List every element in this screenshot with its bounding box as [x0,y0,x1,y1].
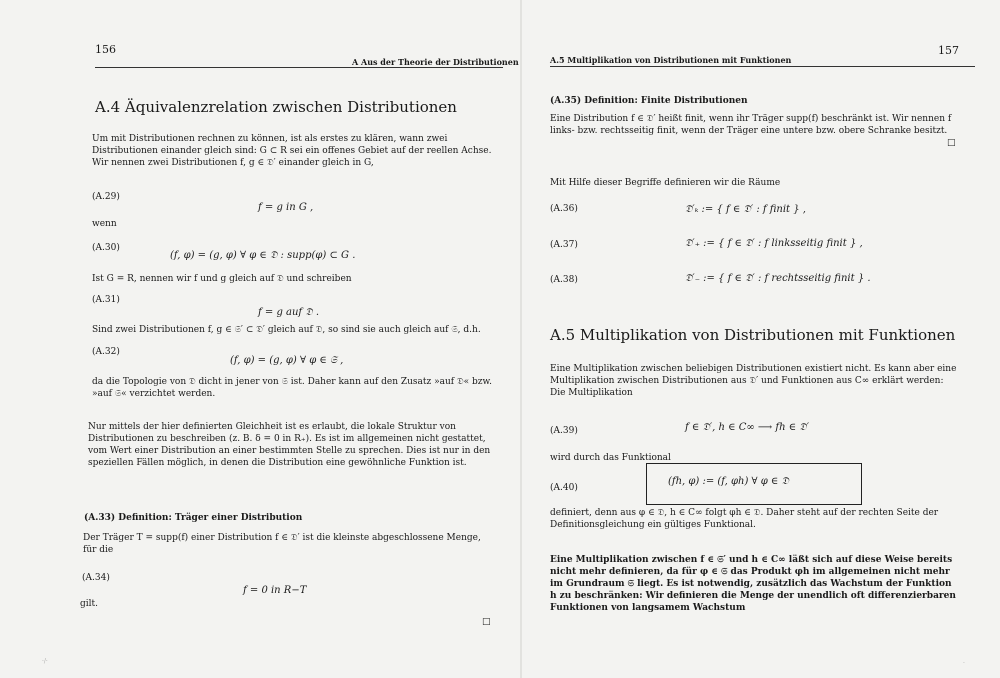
equation: (fh, φ) := (f, φh) ∀ φ ∈ 𝔇 [668,476,789,487]
section-title: A.4 Äquivalenzrelation zwischen Distributionen [95,98,457,116]
equation-label: (A.29) [92,192,120,202]
equation-label: (A.30) [92,243,120,253]
paragraph: Nur mittels der hier definierten Gleichheit ist es erlaubt, die lokale Struktur von Distributionen zu beschreiben (z. B. δ = 0 in R₊). Es ist im allgemeinen nicht gestattet, vom Wert einer Distribution an einer bestimmten Stelle zu sprechen. Dies ist nur in den speziellen Fällen möglich, in denen die Distribution eine gewöhnliche Funktion ist. [88,422,491,468]
equation: f = g auf 𝔇 . [258,307,320,318]
equation-label: (A.40) [550,483,578,493]
equation-label: (A.37) [550,240,578,250]
paragraph: Eine Distribution f ∈ 𝔇′ heißt finit, wenn ihr Träger supp(f) beschränkt ist. Wir nennen f links- bzw. rechtsseitig finit, wenn der Träger eine untere bzw. obere Schranke besitzt. [550,114,952,136]
paragraph: Eine Multiplikation zwischen beliebigen Distributionen existiert nicht. Es kann aber eine Multiplikation zwischen Distributionen aus 𝔇′ und Funktionen aus C∞ erklärt werden: Die Multiplikation [550,364,957,398]
scan-mark: ·/· [42,658,48,665]
paragraph: Sind zwei Distributionen f, g ∈ 𝔖′ ⊂ 𝔇′ gleich auf 𝔇, so sind sie auch gleich auf 𝔖, d.h. [92,325,481,335]
paragraph: Eine Multiplikation zwischen f ∈ 𝔖′ und h ∈ C∞ läßt sich auf diese Weise bereits nicht mehr definieren, da für φ ∈ 𝔖 das Produkt φh im allgemeinen nicht mehr im Grundraum 𝔖 liegt. Es ist notwendig, zusätzlich das Wachstum der Funktion h zu beschränken: Wir definieren die Menge der unendlich oft differenzierbaren Funktionen von langsamem Wachstum [550,555,956,613]
equation: f = 0 in R−T [243,585,307,596]
equation: 𝔇′₊ := { f ∈ 𝔇′ : f linksseitig finit } , [685,238,863,249]
page-number: 156 [95,43,116,56]
equation: f = g in G , [258,202,314,213]
equation: (f, φ) = (g, φ) ∀ φ ∈ 𝔇 : supp(φ) ⊂ G . [170,250,356,261]
equation: f ∈ 𝔇′, h ∈ C∞ ⟶ fh ∈ 𝔇′ [685,422,809,433]
paragraph: wird durch das Funktional [550,453,671,463]
equation: (f, φ) = (g, φ) ∀ φ ∈ 𝔖 , [230,355,344,366]
paragraph: Der Träger T = supp(f) einer Distribution f ∈ 𝔇′ ist die kleinste abgeschlossene Menge, für die [83,533,481,555]
header-rule [95,67,503,68]
equation: 𝔇′₋ := { f ∈ 𝔇′ : f rechtsseitig finit } . [685,273,871,284]
paragraph: Um mit Distributionen rechnen zu können, ist als erstes zu klären, wann zwei Distributionen einander gleich sind: G ⊂ R sei ein offenes Gebiet auf der reellen Achse. Wir nennen zwei Distributionen f, g ∈ 𝔇′ einander gleich in G, [92,134,492,168]
paragraph: wenn [92,219,117,229]
equation-label: (A.38) [550,275,578,285]
paragraph: da die Topologie von 𝔇 dicht in jener von 𝔖 ist. Daher kann auf den Zusatz »auf 𝔇« bzw. »auf 𝔖« verzichtet werden. [92,377,493,399]
definition-title: (A.35) Definition: Finite Distributionen [550,96,748,106]
running-head: A Aus der Theorie der Distributionen [352,57,519,67]
paragraph: Ist G = R, nennen wir f und g gleich auf 𝔇 und schreiben [92,274,352,284]
page-number: 157 [938,44,959,57]
equation-label: (A.34) [82,573,110,583]
equation-label: (A.32) [92,347,120,357]
qed-symbol: □ [947,138,956,148]
paragraph: Mit Hilfe dieser Begriffe definieren wir die Räume [550,178,781,188]
definition-title: (A.33) Definition: Träger einer Distribution [84,513,303,523]
equation-label: (A.39) [550,426,578,436]
section-title: A.5 Multiplikation von Distributionen mit Funktionen [550,326,956,344]
equation-label: (A.36) [550,204,578,214]
paragraph: gilt. [80,599,98,609]
scan-mark: · [963,660,965,667]
running-head: A.5 Multiplikation von Distributionen mit Funktionen [550,55,792,65]
equation-label: (A.31) [92,295,120,305]
paragraph: definiert, denn aus φ ∈ 𝔇, h ∈ C∞ folgt φh ∈ 𝔇. Daher steht auf der rechten Seite der Definitionsgleichung ein gültiges Funktional. [550,508,939,530]
header-rule [550,66,975,67]
right-page [520,0,1000,678]
qed-symbol: □ [482,617,491,627]
equation: 𝔇′ₖ := { f ∈ 𝔇′ : f finit } , [685,204,806,215]
